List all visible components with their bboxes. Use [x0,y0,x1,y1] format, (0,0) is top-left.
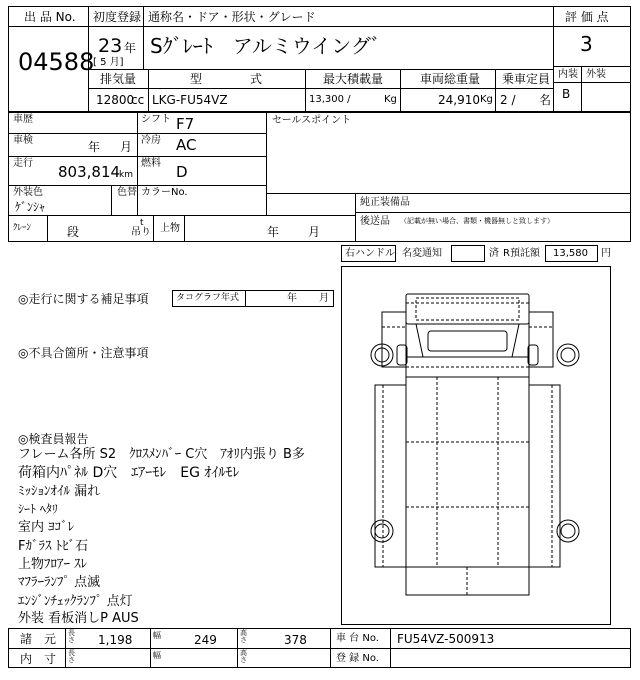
capacity-unit: 名 [539,93,552,107]
inspection-year-unit: 年 [88,140,101,154]
ac-label: 冷房 [141,135,161,146]
mileage-unit: km [119,170,133,180]
crane-lift-label: 吊り [131,227,151,238]
chassis-label: 車 台 No. [336,633,379,644]
name-change-label: 名変通知 [402,248,442,259]
vehicle-diagram[interactable] [341,266,611,625]
lot-number: 04588 [18,48,95,76]
fuel-value: D [176,163,188,181]
inner-height-label: 高さ [240,649,247,664]
specs-label: 諸 元 [20,632,57,646]
inspector-line: ｴﾝｼﾞﾝﾁｪｯｸﾗﾝﾌﾟ 点灯 [18,594,133,609]
displacement-label: 排気量 [100,72,137,86]
width-label: 幅 [153,631,161,640]
height-value: 378 [284,633,307,647]
recycle-deposit-value: 13,580 [553,248,588,259]
year-unit: 年 [124,41,137,55]
exterior-label: 外装 [586,69,606,80]
max-load-value: 13,300 / [309,94,351,105]
tachograph-label: タコグラフ年式 [176,293,240,303]
crane-ton-unit: t [140,218,144,228]
shift-label: シフト [141,114,171,125]
lot-no-label: 出 品 No. [24,10,76,24]
width-value: 249 [194,633,217,647]
inspection-label: 車検 [13,135,33,146]
rating-value: 3 [580,32,593,56]
defects-label: ◎不具合箇所・注意事項 [18,346,149,360]
crane-stage-unit: 段 [67,225,80,239]
model-name: Sｸﾞﾚｰﾄ アルミウイングﾞ [150,34,381,58]
registration-label: 登 録 No. [336,653,379,664]
inspector-report-label: ◎検査員報告 [18,432,89,446]
first-registration-year: 23 [98,35,123,57]
color-code-label: カラーNo. [141,187,188,198]
length-label: 長さ [68,629,75,644]
inner-width-label: 幅 [153,651,161,660]
driving-notes-label: ◎走行に関する補足事項 [18,292,149,306]
inspector-line: Fｶﾞﾗｽ ﾄﾋﾞ石 [18,539,89,554]
model-code-label: 型 式 [190,72,263,86]
body-year-unit: 年 [267,225,280,239]
gross-weight-label: 車両総重量 [420,72,481,86]
ac-value: AC [176,136,197,154]
model-name-label: 通称名・ドア・形状・グレード [148,10,316,24]
chassis-number: FU54VZ-500913 [397,632,495,646]
inner-length-label: 長さ [68,649,75,664]
tachograph-year-unit: 年 [287,293,297,304]
recycle-done-label: 済 [489,248,499,259]
interior-label: 内装 [558,69,578,80]
body-label: 上物 [160,223,180,234]
inspection-month-unit: 月 [120,140,133,154]
gross-weight-value: 24,910 [438,93,480,107]
gross-weight-unit: Kg [480,94,493,105]
genuine-equipment-label: 純正装備品 [360,197,410,208]
capacity-value: 2 / [500,93,516,107]
exterior-color-value: ｹﾞﾝｼｬ [15,200,46,214]
inspector-line: 外装 看板消しP AUS [18,611,139,626]
sales-point-label: セールスポイント [272,115,352,126]
first-registration-label: 初度登録 [93,10,142,24]
inspector-line: ﾏﾌﾗｰﾗﾝﾌﾟ 点滅 [18,575,101,590]
max-load-label: 最大積載量 [323,72,384,86]
mileage-value: 803,814 [58,163,121,181]
exterior-color-label: 外装色 [13,187,43,198]
first-registration-month: [ 5 月] [93,57,124,68]
inspector-line: フレーム各所 S2 ｸﾛｽﾒﾝﾊﾞｰ C穴 ｱｵﾘ内張り B多 [18,447,305,462]
shift-value: F7 [176,115,195,133]
interior-grade: B [562,87,571,101]
displacement-unit: cc [131,93,145,107]
model-code: LKG-FU54VZ [152,93,228,107]
capacity-label: 乗車定員 [502,72,551,86]
inner-dimensions-label: 内 寸 [20,652,57,666]
inspector-line: 荷箱内ﾊﾟﾈﾙ D穴 ｴｱｰﾓﾚ EG ｵｲﾙﾓﾚ [18,465,240,481]
displacement-value: 12800 [96,93,135,107]
crane-label: ｸﾚｰﾝ [13,223,32,233]
tachograph-month-unit: 月 [319,293,329,304]
aftermarket-note: （記載が無い場合、書類・機器無しと致します） [400,217,554,225]
inspector-line: ﾐｯｼｮﾝｵｲﾙ 漏れ [18,484,101,499]
inspector-line: ｼｰﾄ ﾍﾀﾘ [18,502,58,516]
rating-label: 評 価 点 [565,10,609,24]
fuel-label: 燃料 [141,158,161,169]
max-load-unit: Kg [384,94,397,105]
truck-outline-icon [342,267,610,624]
inspector-line: 上物ﾌﾛｱｰ ｽﾚ [18,557,88,572]
mileage-label: 走行 [13,158,33,169]
history-label: 車歴 [13,114,33,125]
aftermarket-label: 後送品 [360,216,390,227]
color-change-label: 色替 [117,187,137,198]
name-change-box[interactable] [451,245,485,262]
height-label: 高さ [240,629,247,644]
inspector-line: 室内 ﾖｺﾞﾚ [18,520,75,535]
steering-value: 右ハンドル [345,248,395,259]
length-value: 1,198 [98,633,133,647]
recycle-deposit-label: R預託額 [503,248,540,259]
body-month-unit: 月 [308,225,321,239]
recycle-deposit-unit: 円 [601,248,611,259]
